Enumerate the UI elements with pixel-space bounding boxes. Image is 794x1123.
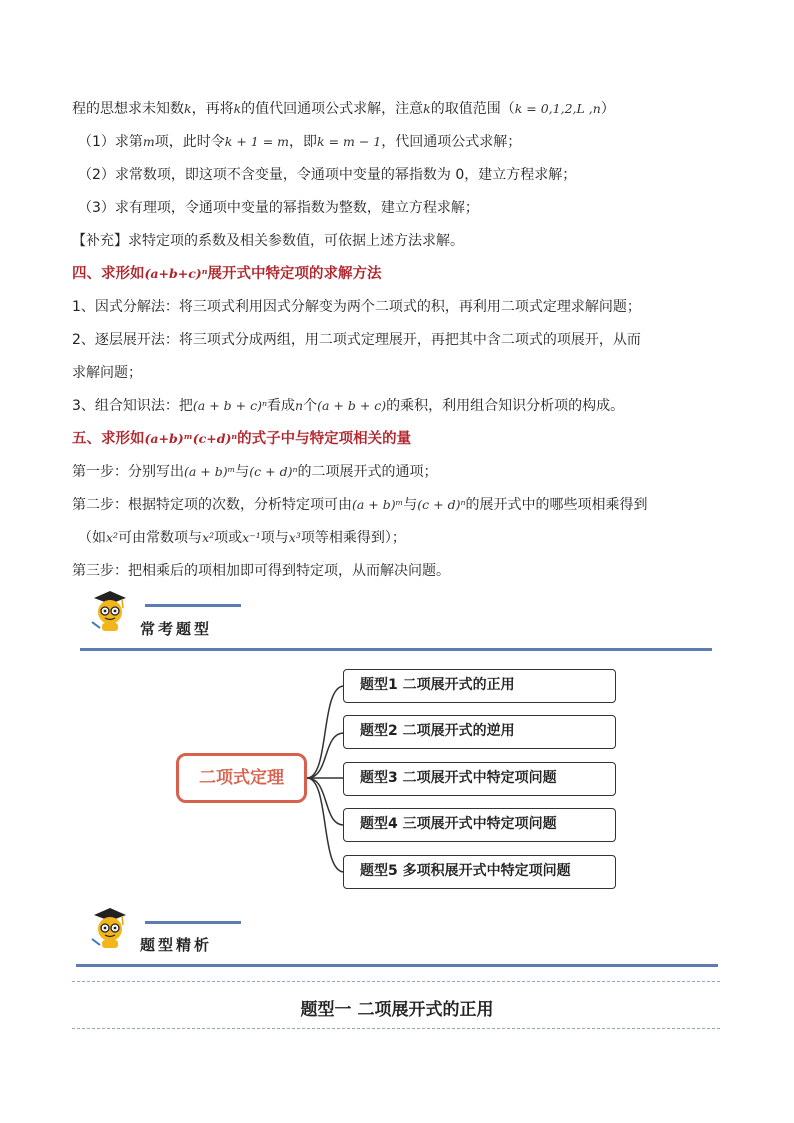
text: 个 xyxy=(303,398,318,414)
math-var: x³ xyxy=(288,530,301,545)
text: 与 xyxy=(235,464,250,480)
text: 第二步：根据特定项的次数，分析特定项可由 xyxy=(72,497,352,513)
math-expr: (a + b + c)ⁿ xyxy=(192,398,268,413)
math-var: k xyxy=(233,101,242,116)
step-3: 第三步：把相乘后的项相加即可得到特定项，从而解决问题。 xyxy=(72,563,450,579)
math-eq: k + 1 = m xyxy=(224,134,290,149)
text: 项或 xyxy=(214,530,243,546)
method-2-line-2: 求解问题； xyxy=(72,365,142,381)
mindmap-node-2: 题型2 二项展开式的逆用 xyxy=(343,715,616,749)
text: 第一步：分别写出 xyxy=(72,464,184,480)
text: 3、组合知识法：把 xyxy=(72,398,193,414)
math-var: n xyxy=(295,398,304,413)
text: ，再将 xyxy=(191,101,234,117)
text: ，即 xyxy=(289,134,318,150)
banner-2-title: 题型精析 xyxy=(140,936,213,954)
text: 四、求形如 xyxy=(72,266,145,282)
text: 的式子中与特定项相关的量 xyxy=(237,431,412,447)
question-type-title: 题型一 二项展开式的正用 xyxy=(300,1000,494,1020)
mascot-icon xyxy=(86,905,130,951)
banner-1-divider xyxy=(80,648,712,651)
mindmap-center-node: 二项式定理 xyxy=(176,753,307,803)
banner-1-title: 常考题型 xyxy=(140,620,213,638)
math-expr: (a + b)ᵐ xyxy=(352,497,404,512)
math-var: m xyxy=(142,134,155,149)
math-expr: (a + b + c) xyxy=(317,398,387,413)
math-expr: (a + b)ᵐ xyxy=(184,464,236,479)
section-4-heading xyxy=(72,264,381,284)
text: ） xyxy=(600,101,615,117)
math-expr: (c + d)ⁿ xyxy=(249,464,298,479)
math-eq: k = m − 1 xyxy=(317,134,382,149)
text: 的乘积，利用组合知识分析项的构成。 xyxy=(386,398,625,414)
math-var: x⁻¹ xyxy=(242,530,261,545)
math-expr: (a+b)ᵐ(c+d)ⁿ xyxy=(144,431,238,446)
text: 的值代回通项公式求解，注意 xyxy=(241,101,424,117)
text: 项，此时令 xyxy=(154,134,225,150)
mascot-icon xyxy=(86,588,130,634)
section-5-heading xyxy=(72,429,411,449)
intro-item-2: （2）求常数项，即这项不含变量，令通项中变量的幂指数为 0，建立方程求解； xyxy=(78,167,577,183)
text: 与 xyxy=(403,497,418,513)
dashed-rule-top xyxy=(72,981,720,982)
text: 的二项展开式的通项； xyxy=(297,464,438,480)
mindmap-node-1: 题型1 二项展开式的正用 xyxy=(343,669,616,703)
banner-1-short-line xyxy=(145,604,241,607)
text: 的展开式中的哪些项相乘得到 xyxy=(465,497,648,513)
step-2-line-1 xyxy=(72,495,648,515)
method-2-line-1: 2、逐层展开法：将三项式分成两组，用二项式定理展开，再把其中含二项式的项展开，从而 xyxy=(72,332,641,348)
text: 的取值范围（ xyxy=(430,101,515,117)
banner-2-short-line xyxy=(145,921,241,924)
text: 可由常数项与 xyxy=(118,530,203,546)
math-var: k xyxy=(423,101,431,116)
math-var: x² xyxy=(106,530,119,545)
math-expr: (a+b+c)ⁿ xyxy=(144,266,208,281)
text: 项与 xyxy=(260,530,289,546)
step-1 xyxy=(72,462,438,482)
banner-2-divider xyxy=(76,964,718,967)
mindmap-node-4: 题型4 三项展开式中特定项问题 xyxy=(343,808,616,842)
step-2-line-2 xyxy=(78,528,406,548)
mindmap-node-3: 题型3 二项展开式中特定项问题 xyxy=(343,762,616,796)
math-var: k xyxy=(184,101,192,116)
math-var: x² xyxy=(202,530,215,545)
text: 看成 xyxy=(267,398,296,414)
method-3 xyxy=(72,396,624,416)
math-range: k = 0,1,2,L ,n xyxy=(514,101,601,116)
text: 程的思想求未知数 xyxy=(72,101,184,117)
text: （如 xyxy=(78,530,106,546)
intro-item-3: （3）求有理项，令通项中变量的幂指数为整数，建立方程求解； xyxy=(78,200,479,216)
intro-item-1 xyxy=(78,132,521,152)
dashed-rule-bottom xyxy=(72,1028,720,1029)
method-1: 1、因式分解法：将三项式利用因式分解变为两个二项式的积，再利用二项式定理求解问题； xyxy=(72,299,641,315)
text: 项等相乘得到）； xyxy=(300,530,406,546)
text: （1）求第 xyxy=(78,134,143,150)
math-expr: (c + d)ⁿ xyxy=(417,497,466,512)
text: ，代回通项公式求解； xyxy=(381,134,522,150)
mindmap-node-5: 题型5 多项积展开式中特定项问题 xyxy=(343,855,616,889)
intro-line-1 xyxy=(72,99,615,119)
text: 展开式中特定项的求解方法 xyxy=(207,266,382,282)
text: 五、求形如 xyxy=(72,431,145,447)
supplement-note: 【补充】求特定项的系数及相关参数值，可依据上述方法求解。 xyxy=(72,233,464,249)
